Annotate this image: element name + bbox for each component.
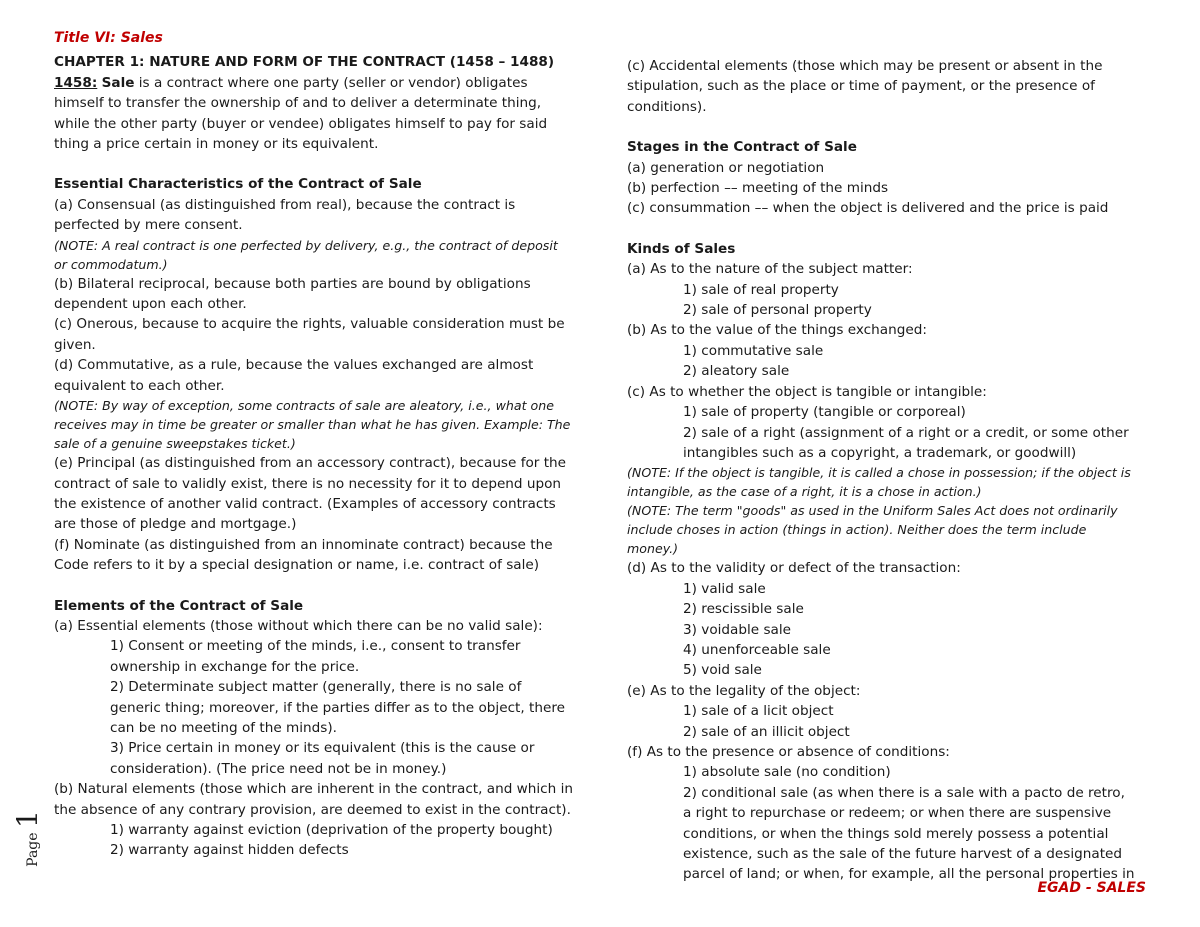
- elements-heading: Elements of the Contract of Sale: [54, 597, 304, 614]
- page-number: 1: [10, 809, 44, 828]
- element-b: (b) Natural elements (those which are inherent in the contract, and which in the absence of any contrary provision, are deemed to exist in the contract).: [54, 781, 573, 818]
- kind-a: (a) As to the nature of the subject matter:: [627, 261, 913, 278]
- kind-b1: 1) commutative sale: [683, 342, 824, 359]
- kind-f2: 2) conditional sale (as when there is a sale with a pacto de retro, a right to repurchase or redeem; or when there are suspensive conditions, or when the things sold merely possess a potential existence, such as the sale of the future harvest of a designated parcel of land; or when, for example, all the personal properties in: [683, 784, 1135, 883]
- characteristic-c: (c) Onerous, because to acquire the rights, valuable consideration must be given.: [54, 316, 565, 353]
- kind-a1: 1) sale of real property: [683, 281, 839, 298]
- stages-heading: Stages in the Contract of Sale: [627, 139, 857, 156]
- kind-d2: 2) rescissible sale: [683, 601, 804, 618]
- characteristic-d: (d) Commutative, as a rule, because the values exchanged are almost equivalent to each other.: [54, 357, 534, 394]
- kind-d1: 1) valid sale: [683, 580, 766, 597]
- stage-c: (c) consummation –– when the object is delivered and the price is paid: [627, 200, 1109, 217]
- right-column: [627, 56, 1137, 885]
- kind-e: (e) As to the legality of the object:: [627, 682, 861, 699]
- essential-characteristics-heading: Essential Characteristics of the Contract of Sale: [54, 176, 422, 193]
- kind-d3: 3) voidable sale: [683, 621, 792, 638]
- stage-b: (b) perfection –– meeting of the minds: [627, 180, 889, 197]
- kind-c: (c) As to whether the object is tangible or intangible:: [627, 383, 987, 400]
- note-goods: (NOTE: The term "goods" as used in the Uniform Sales Act does not ordinarily include choses in action (things in action). Neither does the term include money.): [627, 503, 1118, 557]
- characteristic-a: (a) Consensual (as distinguished from real), because the contract is perfected by mere consent.: [54, 196, 516, 234]
- kind-b: (b) As to the value of the things exchanged:: [627, 322, 927, 339]
- left-column: [54, 28, 574, 861]
- note-real-contract: (NOTE: A real contract is one perfected by delivery, e.g., the contract of deposit or commodatum.): [54, 237, 558, 272]
- defined-term: Sale: [101, 74, 135, 91]
- note-chose: (NOTE: If the object is tangible, it is called a chose in possession; if the object is intangible, as the case of a right, it is a chose in action.): [627, 465, 1131, 500]
- kind-d5: 5) void sale: [683, 662, 762, 679]
- stage-a: (a) generation or negotiation: [627, 159, 825, 176]
- kind-c2: 2) sale of a right (assignment of a right or a credit, or some other intangibles such as a copyright, a trademark, or goodwill): [683, 424, 1129, 461]
- kind-e2: 2) sale of an illicit object: [683, 723, 850, 740]
- kind-d4: 4) unenforceable sale: [683, 641, 831, 658]
- kind-c1: 1) sale of property (tangible or corporeal): [683, 404, 966, 421]
- characteristic-e: (e) Principal (as distinguished from an accessory contract), because for the contract of sale to validly exist, there is no necessity for it to depend upon the existence of another valid contract. (Examples of accessory contracts are those of pledge and mortgage.): [54, 455, 567, 533]
- characteristic-f: (f) Nominate (as distinguished from an innominate contract) because the Code refers to it by a special designation or name, i.e. contract of sale): [54, 536, 553, 574]
- chapter-heading: CHAPTER 1: NATURE AND FORM OF THE CONTRACT (1458 – 1488): [54, 54, 555, 71]
- kind-d: (d) As to the validity or defect of the transaction:: [627, 560, 961, 577]
- article-definition: [54, 73, 574, 155]
- kind-a2: 2) sale of personal property: [683, 302, 872, 319]
- kind-e1: 1) sale of a licit object: [683, 703, 834, 720]
- definition-text: is a contract where one party (seller or vendor) obligates himself to transfer the ownership of and to deliver a determinate thing, while the other party (buyer or vendee) obligates himself to pay for said thing a price certain in money or its equivalent.: [54, 74, 548, 153]
- element-a1: 1) Consent or meeting of the minds, i.e., consent to transfer ownership in exchange for the price.: [110, 638, 521, 675]
- element-a2: 2) Determinate subject matter (generally, there is no sale of generic thing; moreover, if the parties differ as to the object, there can be no meeting of the minds).: [110, 679, 565, 736]
- element-b1: 1) warranty against eviction (deprivation of the property bought): [110, 822, 553, 838]
- kind-f: (f) As to the presence or absence of conditions:: [627, 743, 950, 760]
- note-aleatory: (NOTE: By way of exception, some contracts of sale are aleatory, i.e., what one receives may in time be greater or smaller than what he has given. Example: The sale of a genuine sweepstakes ticket.): [54, 398, 571, 452]
- characteristic-b: (b) Bilateral reciprocal, because both parties are bound by obligations dependent upon each other.: [54, 275, 531, 313]
- element-a: (a) Essential elements (those without which there can be no valid sale):: [54, 617, 543, 634]
- kind-f1: 1) absolute sale (no condition): [683, 764, 891, 781]
- kinds-heading: Kinds of Sales: [627, 240, 736, 257]
- page-number-label: [12, 806, 42, 870]
- document-title: Title VI: Sales: [54, 30, 163, 46]
- footer-label: EGAD - SALES: [1037, 880, 1146, 896]
- page-word: Page: [24, 831, 41, 867]
- element-b2: 2) warranty against hidden defects: [110, 842, 349, 859]
- element-a3: 3) Price certain in money or its equivalent (this is the cause or consideration). (The price need not be in money.): [110, 740, 535, 777]
- accidental-elements: (c) Accidental elements (those which may be present or absent in the stipulation, such as the place or time of payment, or the presence of conditions).: [627, 58, 1103, 115]
- kind-b2: 2) aleatory sale: [683, 363, 790, 380]
- article-number: 1458:: [54, 74, 98, 91]
